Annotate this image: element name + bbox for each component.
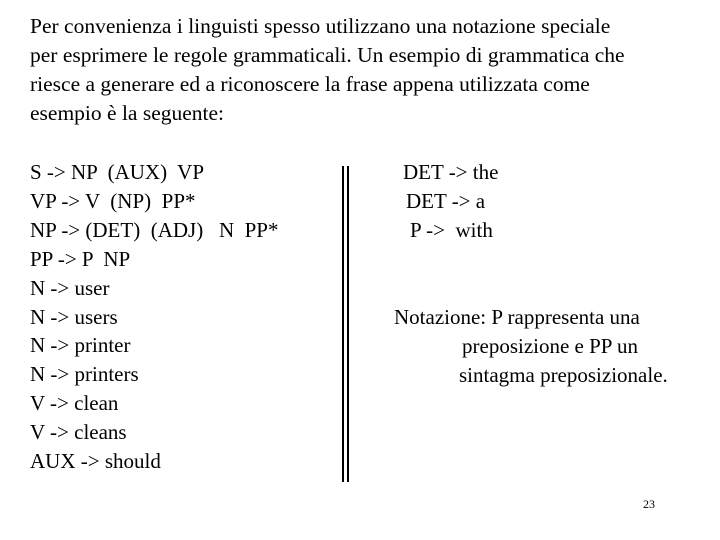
grammar-rule: V -> clean	[30, 391, 119, 416]
intro-line: riesce a generare ed a riconoscere la frase appena utilizzata come	[30, 72, 590, 96]
grammar-rule: VP -> V (NP) PP*	[30, 188, 196, 213]
grammar-rule: N -> printers	[30, 362, 139, 387]
notation-note-line: Notazione: P rappresenta una	[394, 305, 640, 329]
grammar-rule: NP -> (DET) (ADJ) N PP*	[30, 217, 279, 242]
intro-line: esempio è la seguente:	[30, 101, 225, 125]
grammar-rule: S -> NP (AUX) VP	[30, 160, 205, 184]
intro-paragraph	[30, 12, 710, 128]
grammar-rule: PP -> P NP	[30, 246, 131, 271]
grammar-rule: N -> users	[30, 304, 118, 329]
column-divider-line	[347, 166, 349, 482]
grammar-rule-right: DET -> the	[403, 160, 499, 184]
grammar-rule: AUX -> should	[30, 449, 161, 474]
grammar-rule: V -> cleans	[30, 420, 127, 445]
grammar-rules-left	[30, 158, 278, 476]
notation-note-line: preposizione e PP un	[462, 334, 638, 358]
page-number: 23	[643, 497, 655, 511]
grammar-rule-right: DET -> a	[406, 189, 486, 213]
grammar-rule: N -> user	[30, 275, 110, 300]
grammar-rule: N -> printer	[30, 333, 131, 358]
column-divider-line	[342, 166, 344, 482]
intro-line: Per convenienza i linguisti spesso utilizzano una notazione speciale	[30, 14, 611, 38]
grammar-rule-right: P -> with	[410, 218, 493, 242]
intro-line: per esprimere le regole grammaticali. Un esempio di grammatica che	[30, 43, 625, 67]
notation-note-line: sintagma preposizionale.	[459, 363, 668, 387]
